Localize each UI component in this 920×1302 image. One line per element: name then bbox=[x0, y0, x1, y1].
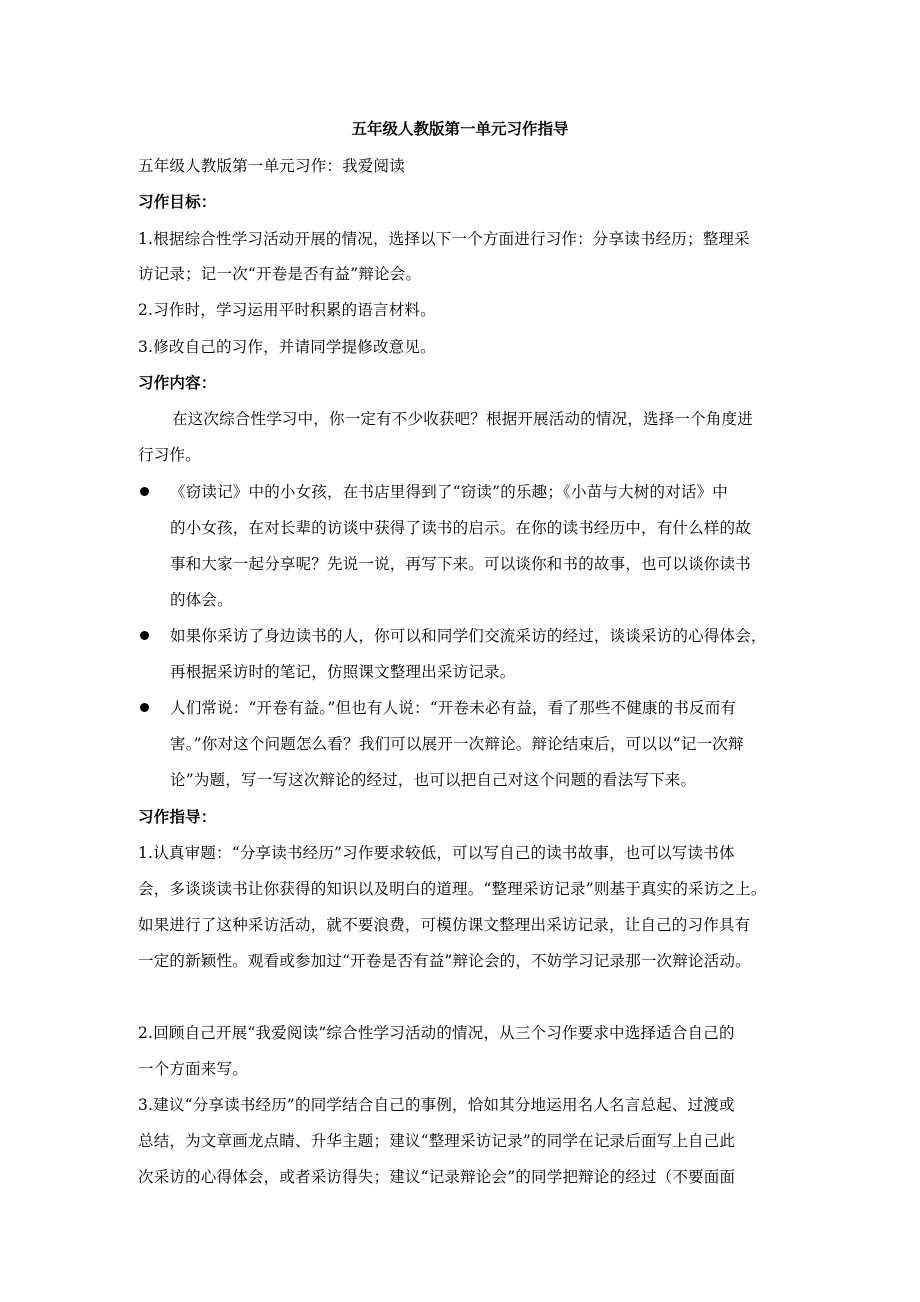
bullet-icon bbox=[140, 703, 149, 712]
content-heading: 习作内容： bbox=[138, 373, 217, 392]
bullet-icon bbox=[140, 487, 149, 496]
bullet-3-line-2: 害。”你对这个问题怎么看？我们可以展开一次辩论。辩论结束后，可以以“记一次辩 bbox=[170, 735, 744, 753]
goal-3: 3.修改自己的习作，并请同学提修改意见。 bbox=[138, 338, 436, 356]
document-title: 五年级人教版第一单元习作指导 bbox=[351, 119, 569, 138]
goal-2: 2.习作时，学习运用平时积累的语言材料。 bbox=[138, 301, 436, 319]
bullet-1-line-1: 《窃读记》中的小女孩，在书店里得到了“窃读”的乐趣；《小苗与大树的对话》中 bbox=[170, 483, 729, 501]
guidance-3-line-1: 3.建议“分享读书经历”的同学结合自己的事例，恰如其分地运用名人名言总起、过渡或 bbox=[138, 1096, 735, 1114]
guidance-1-line-4: 一定的新颖性。观看或参加过“开卷是否有益”辩论会的，不妨学习记录那一次辩论活动。 bbox=[138, 952, 751, 970]
bullet-2-line-1: 如果你采访了身边读书的人，你可以和同学们交流采访的经过，谈谈采访的心得体会， bbox=[170, 627, 767, 645]
bullet-icon bbox=[140, 631, 149, 640]
goal-1-line-1: 1.根据综合性学习活动开展的情况，选择以下一个方面进行习作：分享读书经历；整理采 bbox=[138, 230, 750, 248]
guidance-1-line-1: 1.认真审题：“分享读书经历”习作要求较低，可以写自己的读书故事，也可以写读书体 bbox=[138, 844, 735, 862]
content-intro-line-1: 在这次综合性学习中，你一定有不少收获吧？根据开展活动的情况，选择一个角度进 bbox=[172, 410, 753, 428]
goals-heading: 习作目标： bbox=[138, 192, 217, 211]
guidance-2-line-2: 一个方面来写。 bbox=[138, 1060, 248, 1078]
guidance-1-line-3: 如果进行了这种采访活动，就不要浪费，可模仿课文整理出采访记录，让自己的习作具有 bbox=[138, 916, 751, 934]
guidance-3-line-2: 总结，为文章画龙点睛、升华主题；建议“整理采访记录”的同学在记录后面写上自己此 bbox=[138, 1132, 736, 1150]
bullet-3-line-3: 论”为题，写一写这次辩论的经过，也可以把自己对这个问题的看法写下来。 bbox=[170, 771, 697, 789]
document-subtitle: 五年级人教版第一单元习作：我爱阅读 bbox=[138, 157, 405, 175]
bullet-3-line-1: 人们常说：“开卷有益。”但也有人说：“开卷未必有益，看了那些不健康的书反而有 bbox=[170, 699, 737, 717]
guidance-2-line-1: 2.回顾自己开展“我爱阅读”综合性学习活动的情况，从三个习作要求中选择适合自己的 bbox=[138, 1024, 735, 1042]
goal-1-line-2: 访记录；记一次“开卷是否有益”辩论会。 bbox=[138, 265, 422, 283]
bullet-2-line-2: 再根据采访时的笔记，仿照课文整理出采访记录。 bbox=[170, 663, 516, 681]
bullet-1-line-2: 的小女孩，在对长辈的访谈中获得了读书的启示。在你的读书经历中，有什么样的故 bbox=[170, 519, 751, 537]
bullet-1-line-3: 事和大家一起分享呢？先说一说，再写下来。可以谈你和书的故事，也可以谈你读书 bbox=[170, 555, 751, 573]
guidance-3-line-3: 次采访的心得体会，或者采访得失；建议“记录辩论会”的同学把辩论的经过（不要面面 bbox=[138, 1168, 736, 1186]
content-intro-line-2: 行习作。 bbox=[138, 446, 201, 464]
guidance-heading: 习作指导： bbox=[138, 807, 217, 826]
guidance-1-line-2: 会，多谈谈读书让你获得的知识以及明白的道理。“整理采访记录”则基于真实的采访之上。 bbox=[138, 880, 767, 898]
bullet-1-line-4: 的体会。 bbox=[170, 591, 233, 609]
